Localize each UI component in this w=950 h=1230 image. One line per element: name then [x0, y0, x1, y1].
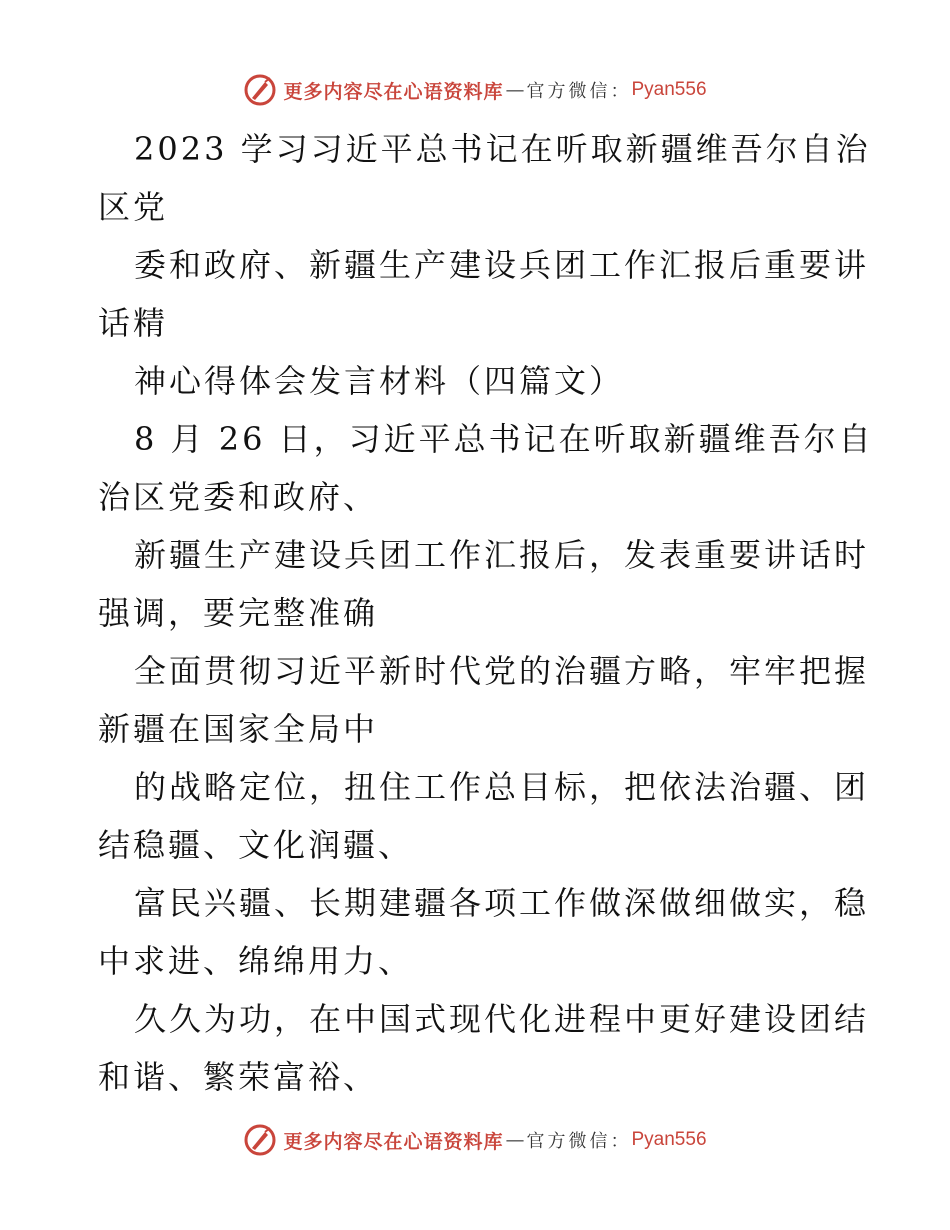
- watermark-wechat-id: Pyan556: [631, 1129, 707, 1150]
- text-line: 久久为功，在中国式现代化进程中更好建设团结: [134, 1000, 870, 1038]
- quill-logo-icon: [243, 1123, 277, 1157]
- text-line: 新疆生产建设兵团工作汇报后，发表重要讲话时: [134, 536, 870, 574]
- text-line: 的战略定位，扭住工作总目标，把依法治疆、团: [134, 768, 870, 806]
- watermark-wechat-id: Pyan556: [631, 79, 707, 100]
- text-line: 8 月 26 日，习近平总书记在听取新疆维吾尔自: [134, 420, 874, 458]
- footer-watermark: [0, 1120, 950, 1160]
- watermark-official: 官方微信：: [526, 1131, 632, 1152]
- document-body: [98, 120, 874, 1106]
- watermark-brand: 更多内容尽在心语资料库: [283, 1130, 504, 1153]
- text-line: 新疆在国家全局中: [98, 710, 379, 748]
- watermark-official: 官方微信：: [526, 81, 632, 102]
- header-watermark: [0, 70, 950, 110]
- text-line: 神心得体会发言材料（四篇文）: [134, 362, 625, 400]
- text-line: 话精: [98, 304, 169, 342]
- text-line: 2023 学习习近平总书记在听取新疆维吾尔自治: [134, 130, 871, 168]
- text-line: 中求进、绵绵用力、: [98, 942, 414, 980]
- watermark-brand: 更多内容尽在心语资料库: [283, 80, 504, 103]
- watermark-dash: —: [505, 79, 525, 101]
- text-line: 结稳疆、文化润疆、: [98, 826, 414, 864]
- text-line: 富民兴疆、长期建疆各项工作做深做细做实，稳: [134, 884, 870, 922]
- quill-logo-icon: [243, 73, 277, 107]
- watermark-dash: —: [505, 1129, 525, 1151]
- text-line: 委和政府、新疆生产建设兵团工作汇报后重要讲: [134, 246, 870, 284]
- text-line: 全面贯彻习近平新时代党的治疆方略，牢牢把握: [134, 652, 870, 690]
- text-line: 治区党委和政府、: [98, 478, 379, 516]
- text-line: 和谐、繁荣富裕、: [98, 1058, 379, 1096]
- text-line: 强调，要完整准确: [98, 594, 379, 632]
- text-line: 区党: [98, 188, 169, 226]
